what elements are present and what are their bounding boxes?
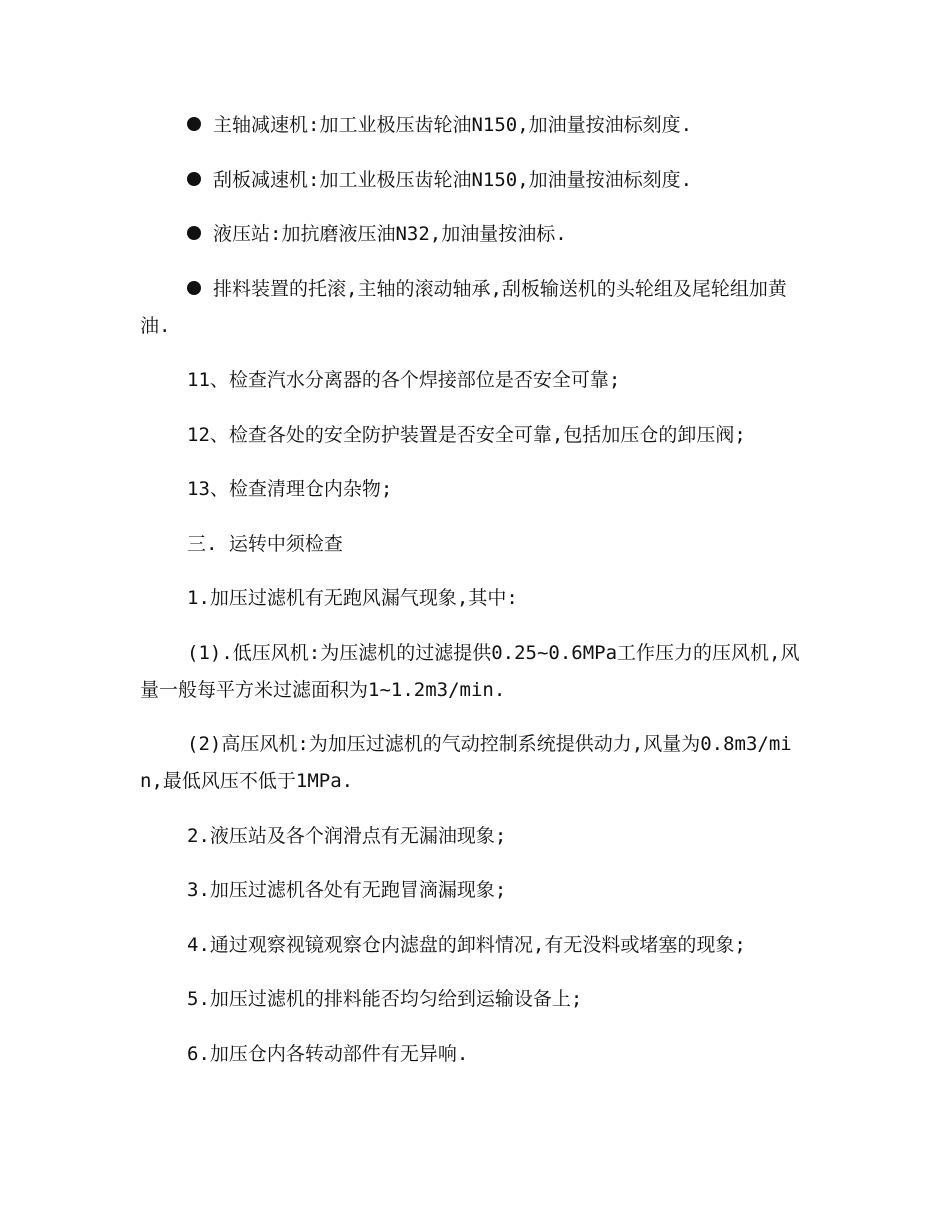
bullet-dot-icon bbox=[187, 172, 201, 186]
paragraph-text: 主轴减速机:加工业极压齿轮油N150,加油量按油标刻度. bbox=[213, 114, 693, 136]
section-heading: 三. 运转中须检查 bbox=[187, 532, 343, 555]
paragraph: (2)高压风机:为加压过滤机的气动控制系统提供动力,风量为0.8m3/min,最低风压不低于1MPa. bbox=[140, 733, 792, 792]
paragraph: (1).低压风机:为压滤机的过滤提供0.25~0.6MPa工作压力的压风机,风量一般每平方米过滤面积为1~1.2m3/min. bbox=[140, 641, 800, 701]
bullet-item bbox=[140, 216, 810, 253]
paragraph: 13、检查清理仓内杂物; bbox=[187, 478, 393, 500]
bullet-item bbox=[140, 107, 810, 144]
bullet-dot-icon bbox=[187, 117, 201, 131]
bullet-dot-icon bbox=[187, 226, 201, 240]
paragraph: 3.加压过滤机各处有无跑冒滴漏现象; bbox=[187, 879, 507, 901]
paragraph: 6.加压仓内各转动部件有无异响. bbox=[187, 1042, 469, 1065]
bullet-item bbox=[140, 162, 810, 199]
paragraph: 11、检查汽水分离器的各个焊接部位是否安全可靠; bbox=[187, 369, 621, 391]
paragraph-text: 排料装置的托滚,主轴的滚动轴承,刮板输送机的头轮组及尾轮组加黄油. bbox=[140, 277, 787, 337]
paragraph: 2.液压站及各个润滑点有无漏油现象; bbox=[187, 824, 507, 847]
bullet-dot-icon bbox=[187, 281, 201, 295]
paragraph-text: 刮板减速机:加工业极压齿轮油N150,加油量按油标刻度. bbox=[213, 168, 693, 191]
paragraph: 4.通过观察视镜观察仓内滤盘的卸料情况,有无没料或堵塞的现象; bbox=[187, 933, 746, 956]
bullet-item bbox=[140, 271, 810, 345]
document-body bbox=[140, 107, 810, 1090]
paragraph: 12、检查各处的安全防护装置是否安全可靠,包括加压仓的卸压阀; bbox=[187, 423, 746, 446]
paragraph: 1.加压过滤机有无跑风漏气现象,其中: bbox=[187, 587, 518, 609]
paragraph: 5.加压过滤机的排料能否均匀给到运输设备上; bbox=[187, 988, 583, 1010]
paragraph-text: 液压站:加抗磨液压油N32,加油量按油标. bbox=[213, 223, 567, 245]
